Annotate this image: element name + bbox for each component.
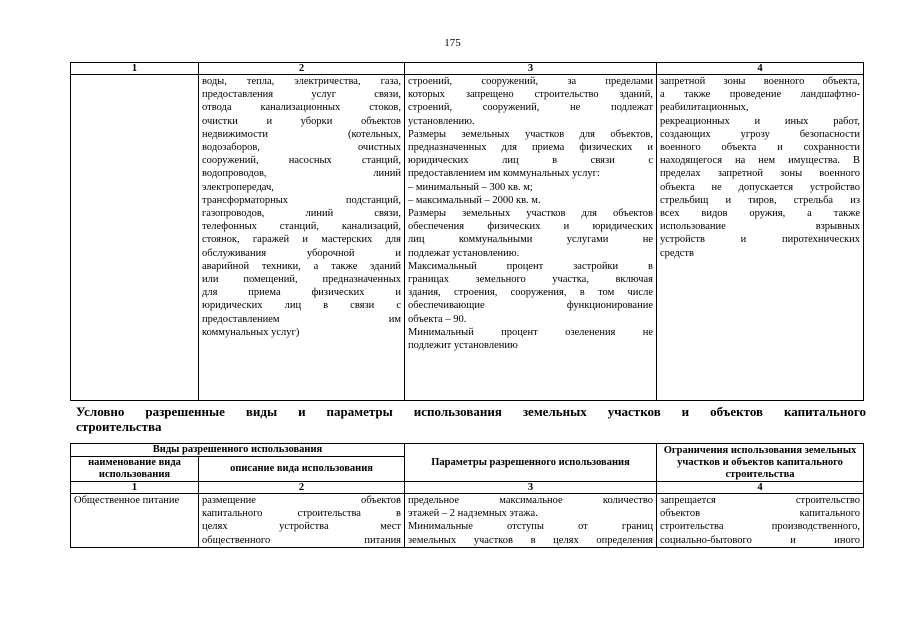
text-line: стрельбищ и тиров, стрельба из	[660, 194, 860, 206]
text-line: строительства производственного,	[660, 521, 861, 533]
text-line: запрещается строительство	[660, 495, 861, 506]
text-line: предоставлением им	[202, 313, 401, 325]
text-line: запретной зоны военного объекта,	[660, 76, 860, 87]
table-permitted-uses-continued	[70, 62, 864, 401]
list-item: – максимальный – 2000 кв. м.	[408, 194, 541, 206]
text-line: строений, сооружений, за пределами	[408, 76, 653, 87]
use-name: Общественное питание	[74, 495, 180, 506]
text-line: капитального строительства в	[202, 508, 402, 520]
text-line: воды, тепла, электричества, газа,	[202, 76, 401, 87]
column-number-row	[71, 63, 864, 75]
column-number: 2	[199, 63, 405, 75]
text-line: здания, строения, сооружения, в том числе	[408, 287, 653, 299]
text-line: стоянок, гаражей и мастерских для	[202, 234, 401, 246]
column-number: 1	[71, 63, 199, 75]
header-row	[71, 444, 864, 457]
text-line: установлению.	[408, 115, 475, 127]
header-group: Виды разрешенного использования	[71, 444, 405, 457]
text-line: объекта – 90.	[408, 313, 467, 325]
column-number: 1	[71, 482, 199, 494]
text-line: подлежит установлению	[408, 340, 518, 352]
table-conditional-uses	[70, 443, 864, 548]
parameters-cell	[405, 75, 657, 401]
text-line: рекреационных и иных работ,	[660, 115, 860, 127]
text-line: коммунальных услуг)	[202, 326, 300, 338]
text-line: устройств и пиротехнических	[660, 234, 860, 246]
text-line: предельное максимальное количество	[408, 495, 654, 506]
use-description-cell	[199, 75, 405, 401]
text-line: строений, сооружений, не подлежат	[408, 102, 653, 114]
column-number: 3	[405, 63, 657, 75]
text-line: аварийной техники, а также зданий	[202, 260, 401, 272]
restrictions-cell	[657, 75, 864, 401]
text-line: предназначенных для приема физических и	[408, 142, 653, 154]
section-title-line: Условно разрешенные виды и параметры использования земельных участков и объектов капитального	[76, 404, 866, 419]
section-title	[76, 404, 866, 434]
text-line: Размеры земельных участков для объектов	[408, 208, 653, 220]
text-line: отвода канализационных стоков,	[202, 102, 401, 114]
text-line: юридических лиц в связи с	[202, 300, 401, 312]
column-number: 4	[657, 63, 864, 75]
text-line: Размеры земельных участков для объектов,	[408, 128, 653, 140]
text-line: общественного питания	[202, 534, 402, 546]
text-line: предоставлением им коммунальных услуг:	[408, 168, 600, 180]
text-line: сооружений, насосных станций,	[202, 155, 401, 167]
text-line: для приема физических и	[202, 287, 401, 299]
text-line: средств	[660, 247, 694, 259]
use-description-cell	[199, 494, 405, 548]
text-line: социально-бытового и иного	[660, 534, 861, 546]
text-line: трансформаторных подстанций,	[202, 194, 401, 206]
text-line: обслуживания уборочной и	[202, 247, 401, 259]
text-line: очистки и уборки объектов	[202, 115, 401, 127]
restrictions-cell	[657, 494, 864, 548]
text-line: водопроводов, линий	[202, 168, 401, 180]
column-number: 3	[405, 482, 657, 494]
text-line: телефонных станций, канализаций,	[202, 221, 401, 233]
text-line: предоставления услуг связи,	[202, 89, 401, 101]
text-line: объектов капитального	[660, 508, 861, 520]
use-name-cell	[71, 494, 199, 548]
use-name-cell	[71, 75, 199, 401]
text-line: пределах запретной зоны военного	[660, 168, 860, 180]
column-number-row	[71, 482, 864, 494]
section-title-line: строительства	[76, 419, 162, 434]
text-line: газопроводов, линий связи,	[202, 208, 401, 220]
text-line: которых запрещено строительство зданий,	[408, 89, 653, 101]
text-line: недвижимости (котельных,	[202, 128, 401, 140]
text-line: обеспечения физических и юридических	[408, 221, 653, 233]
text-line: подлежат установлению.	[408, 247, 520, 259]
header-desc: описание вида использования	[199, 457, 405, 482]
header-name: наименование вида использования	[71, 457, 199, 482]
text-line: а также проведение ландшафтно-	[660, 89, 860, 101]
column-number: 2	[199, 482, 405, 494]
text-line: границах земельного участка, включая	[408, 274, 653, 286]
text-line: лиц коммунальными услугами не	[408, 234, 653, 246]
text-line: обеспечивающие функционирование	[408, 300, 653, 312]
text-line: целях устройства мест	[202, 521, 402, 533]
text-line: водозаборов, очистных	[202, 142, 401, 154]
text-line: использование взрывных	[660, 221, 860, 233]
text-line: военного объекта и сохранности	[660, 142, 860, 154]
text-line: объекта не допускается устройство	[660, 181, 860, 193]
page-number: 175	[444, 37, 461, 49]
text-line: создающих угрозу безопасности	[660, 128, 860, 140]
text-line: Минимальные отступы от границ	[408, 521, 654, 533]
text-line: находящегося на нем имущества. В	[660, 155, 860, 167]
list-item: – минимальный – 300 кв. м;	[408, 181, 533, 193]
header-limits: Ограничения использования земельных участков и объектов капитального строительства	[657, 444, 864, 482]
text-line: реабилитационных,	[660, 102, 749, 114]
text-line: земельных участков в целях определения	[408, 534, 654, 546]
text-line: размещение объектов	[202, 495, 402, 506]
table-row	[71, 75, 864, 401]
text-line: или помещений, предназначенных	[202, 274, 401, 286]
parameters-cell	[405, 494, 657, 548]
text-line: Максимальный процент застройки в	[408, 260, 653, 272]
text-line: электропередач,	[202, 181, 274, 193]
header-params: Параметры разрешенного использования	[405, 444, 657, 482]
table-row	[71, 494, 864, 548]
text-line: юридических лиц в связи с	[408, 155, 653, 167]
text-line: всех видов оружия, а также	[660, 208, 860, 220]
text-line: Минимальный процент озеленения не	[408, 326, 653, 338]
column-number: 4	[657, 482, 864, 494]
text-line: этажей – 2 надземных этажа.	[408, 508, 538, 520]
